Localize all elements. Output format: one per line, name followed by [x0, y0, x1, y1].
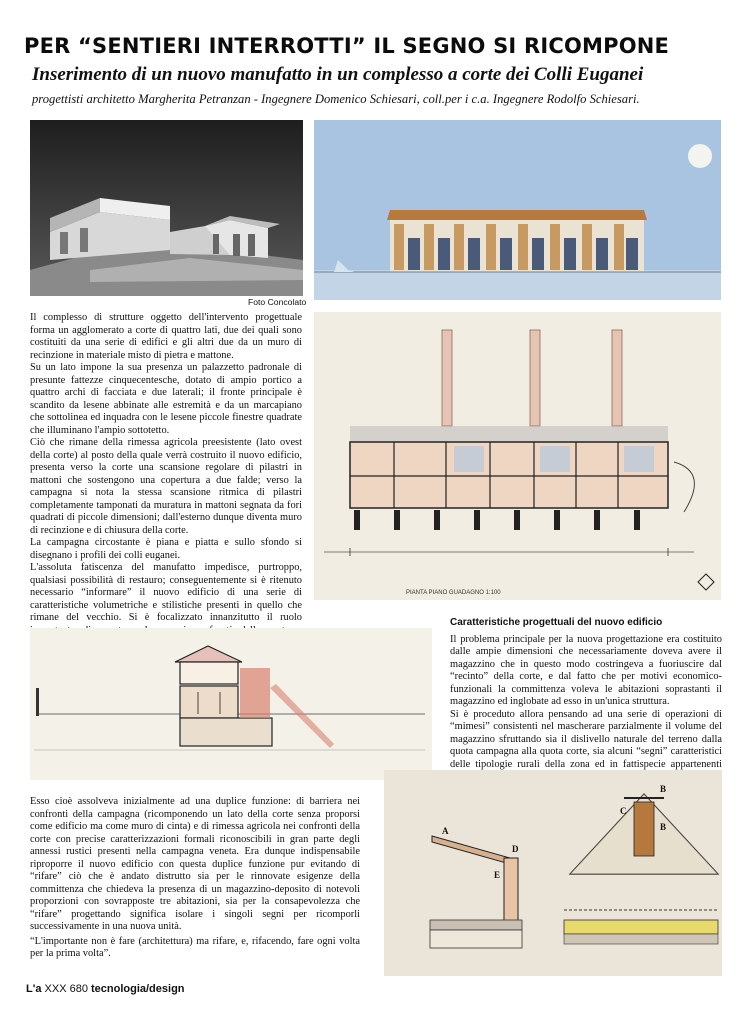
paragraph: Il complesso di strutture oggetto dell'intervento progettuale forma un agglomerato a corte di quattro lati, due dei quali sono costituiti da una serie di edifici e gli altri due da un muro di recinzione in materiale misto di pietra e mattone. — [30, 312, 302, 361]
construction-details-drawing — [384, 770, 722, 976]
page-footer — [26, 983, 185, 995]
section-heading: Caratteristiche progettuali del nuovo edificio — [450, 617, 663, 628]
function-column — [30, 796, 360, 961]
detail-label: D — [512, 844, 519, 854]
paragraph: Il problema principale per la nuova progettazione era costituito dalle ampie dimensioni che necessariamente doveva avere il magazzino che in questo modo costringeva a fuoriuscire dal “recinto” della corte, e dal fatto che per motivi economico-funzionali la committenza voleva le abitazioni soprastanti il magazzino ed inglobate ad esso in un'unica struttura. — [450, 633, 722, 707]
paragraph: L'assoluta fatiscenza del manufatto impedisce, purtroppo, qualsiasi possibilità di restauro; conseguentemente si è ritenuto necessario “informare” il nuovo edificio di una serie di caratteristiche volumetriche e stilistiche presenti in quello che rimane del vecchio. Si è focalizzato innanzitutto il ruolo — [30, 562, 302, 623]
photo-credit: Foto Concolato — [248, 297, 307, 307]
detail-label: A — [442, 826, 449, 836]
floor-plan-drawing — [314, 312, 721, 600]
section-name: tecnologia/design — [91, 983, 185, 995]
issue-number: XXX 680 — [44, 983, 88, 995]
paragraph: “L'importante non è fare (architettura) ma rifare, e, rifacendo, fare ogni volta per la prima volta”. — [30, 935, 360, 959]
detail-label: E — [494, 870, 501, 880]
page-subtitle: Inserimento di un nuovo manufatto in un complesso a corte dei Colli Euganei — [32, 64, 644, 85]
paragraph: La campagna circostante è piana e piatta e sullo sfondo si disegnano i profili dei colli euganei. — [30, 537, 302, 561]
page-title: PER “SENTIERI INTERROTTI” IL SEGNO SI RICOMPONE — [24, 34, 670, 58]
detail-label: C — [620, 806, 627, 816]
model-photo — [30, 120, 303, 296]
paragraph: Ciò che rimane della rimessa agricola preesistente (lato ovest della corte) al posto della quale verrà costruito il nuovo edificio, presenta verso la corte una scansione regolare di pilastri in mattoni che sostengono una copertura a due falde; verso la campagna si nota la stessa scansione ritmica di pilastri completamente tamponati da muratura in mattoni segnata da fori quadrati di piccole dimensioni; dall'esterno dunque diventa muro di recinzione e di chiusura della corte. — [30, 437, 302, 536]
elevation-drawing — [314, 120, 721, 300]
section-drawing — [30, 628, 432, 780]
paragraph: Si è proceduto allora pensando ad una serie di operazioni di “mimesi” consistenti nel mascherare parzialmente il volume del magazzino sfruttando sia il dislivello naturale del terreno dalla quota campagna alla quota corte, sia alcuni “segni” caratteristici delle tipologie rurali della zona ed in fattispecie appartenenti — [450, 708, 722, 770]
plan-caption: PIANTA PIANO GUADAGNO 1:100 — [406, 590, 501, 596]
project-credits: progettisti architetto Margherita Petranzan - Ingegnere Domenico Schiesari, coll.per i c.a. Ingegnere Rodolfo Schiesari. — [32, 92, 640, 106]
magazine-name: L'a — [26, 983, 42, 995]
detail-label: B — [660, 784, 667, 794]
intro-column — [30, 312, 302, 650]
detail-label: B — [660, 822, 667, 832]
paragraph: Esso cioè assolveva inizialmente ad una duplice funzione: di barriera nei confronti della campagna (ricomponendo un lato della corte senza proporsi come edificio ma come muro di cinta) e di rimessa agricola nei confronti della corte con precise caratterizzazioni formali riconoscibili in gran parte degli annessi rustici presenti nella campagna veneta. Era dunque indispensabile riproporre il nuovo edificio con questa duplice funzione pur evitando di “rifare” ciò che è andato distrutto sia per le rinnovate esigenze della committenza che chiedeva la presenza di un magazzino-deposito di notevoli proporzioni con sovrapposte tre abitazioni, sia per la consapevolezza che “rifare” progettando significa isolare i singoli segni per ricomporli successivamente in una nuova unità. — [30, 796, 360, 932]
paragraph: Su un lato impone la sua presenza un palazzetto padronale di presunte fattezze cinquecentesche, dotato di ampio portico a quattro archi di facciata e due laterali; il fronte principale è scandito da lesene abbinate alle estremità e da un marcapiano che sottolinea ed inquadra con le lesene piccole finestre quadrate che illuminano l'ampio sottotetto. — [30, 362, 302, 436]
